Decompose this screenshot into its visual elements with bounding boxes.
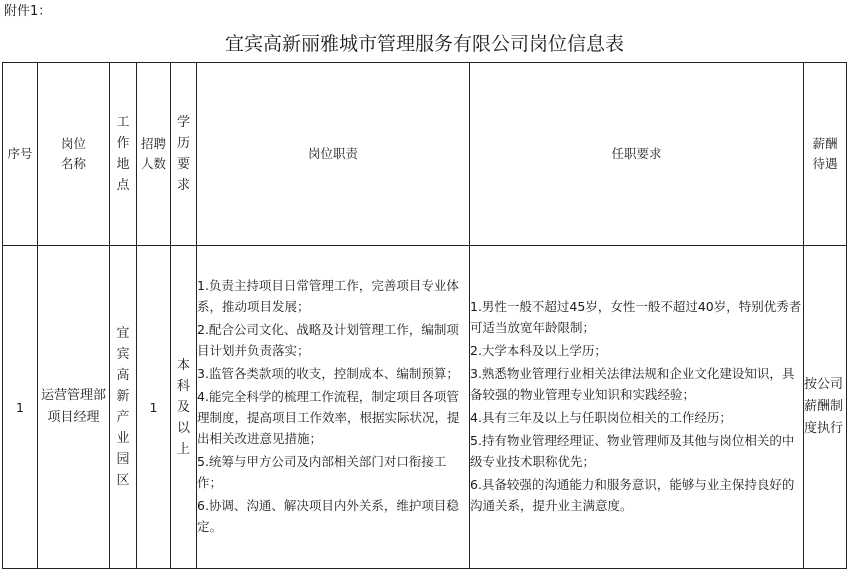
header-requirements: 任职要求: [470, 63, 804, 246]
header-index: 序号: [3, 63, 38, 246]
attachment-label: 附件1：: [4, 4, 52, 19]
header-position: 岗位名称: [38, 63, 110, 246]
requirement-item: 5.持有物业管理经理证、物业管理师及其他与岗位相关的中级专业技术职称优先；: [470, 433, 795, 469]
position-line-2: 项目经理: [47, 410, 100, 425]
position-line-1: 运营管理部: [40, 388, 106, 403]
duty-item: 4.能完全科学的梳理工作流程，制定项目各项管理制度，提高项目工作效率，根据实际状况，提出相关改进意见措施；: [197, 389, 460, 446]
cell-position: [38, 246, 110, 569]
requirement-item: 6.具备较强的沟通能力和服务意识，能够与业主保持良好的沟通关系，提升业主满意度。: [470, 477, 795, 513]
cell-requirements: [470, 246, 804, 569]
duty-item: 6.协调、沟通、解决项目内外关系，维护项目稳定。: [197, 498, 459, 534]
requirement-item: 1.男性一般不超过45岁，女性一般不超过40岁，特别优秀者可适当放宽年龄限制；: [470, 299, 802, 335]
duty-item: 2.配合公司文化、战略及计划管理工作，编制项目计划并负责落实；: [197, 322, 459, 358]
duty-item: 5.统筹与甲方公司及内部相关部门对口衔接工作；: [197, 454, 447, 490]
table-row: [3, 246, 847, 569]
duty-item: 1.负责主持项目日常管理工作，完善项目专业体系，推动项目发展；: [197, 278, 459, 314]
cell-salary: 按公司薪酬制度执行: [804, 246, 847, 569]
header-headcount: 招聘人数: [137, 63, 171, 246]
requirement-item: 3.熟悉物业管理行业相关法律法规和企业文化建设知识，具备较强的物业管理专业知识和实践经验；: [470, 366, 795, 402]
page-title: 宜宾高新丽雅城市管理服务有限公司岗位信息表: [224, 33, 624, 55]
cell-education: 本科及以上: [171, 246, 197, 569]
header-duties: 岗位职责: [197, 63, 470, 246]
cell-index: 1: [3, 246, 38, 569]
cell-duties: [197, 246, 470, 569]
table-header-row: [3, 63, 847, 246]
job-info-table: [2, 62, 847, 569]
requirement-item: 2.大学本科及以上学历；: [470, 343, 607, 358]
requirement-item: 4.具有三年及以上与任职岗位相关的工作经历；: [470, 410, 732, 425]
header-location: 工作地点: [110, 63, 137, 246]
cell-location: 宜宾高新产业园区: [110, 246, 137, 569]
duty-item: 3.监管各类款项的收支，控制成本、编制预算；: [197, 366, 459, 381]
header-education: 学历要求: [171, 63, 197, 246]
cell-headcount: 1: [137, 246, 171, 569]
header-salary: 薪酬待遇: [804, 63, 847, 246]
